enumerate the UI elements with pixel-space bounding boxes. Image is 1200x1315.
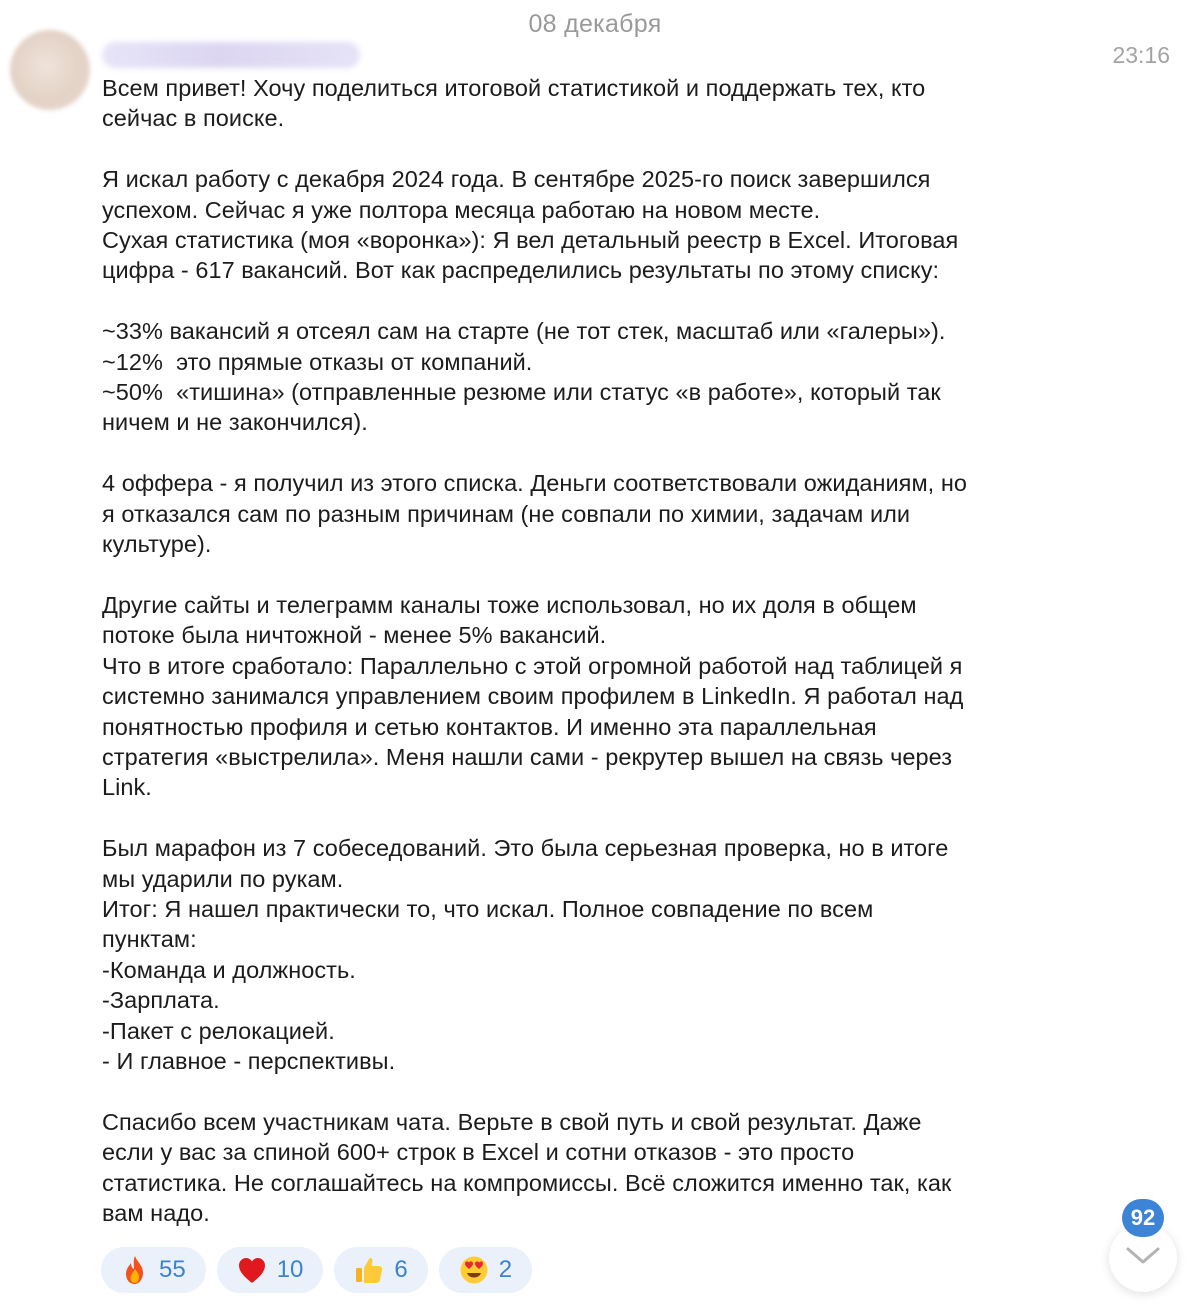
message-text: Всем привет! Хочу поделиться итоговой статистикой и поддержать тех, кто сейчас в поиске. Я искал работу с декабря 2024 года. В сентябре 2025-го поиск завершился успехом. Сейчас я уже полтора месяца работаю на новом месте. Сухая статистика (моя «воронка»): Я вел детальный реестр в Excel. Итоговая цифра - 617 вакансий. Вот как распределились результаты по этому списку: ~33% вакансий я отсеял сам на старте (не тот стек, масштаб или «галеры»). ~12% это прямые отказы от компаний. ~50% «тишина» (отправленные резюме или статус «в работе», который так ничем и не закончился). 4 оффера - я получил из этого списка. Деньги соответствовали ожиданиям, но я отказался сам по разным причинам (не совпали по химии, задачам или культуре). Другие сайты и телеграмм каналы тоже использовал, но их доля в общем потоке была ничтожной - менее 5% вакансий. Что в итоге сработало: Параллельно с этой огромной работой над таблицей я системно занимался управлением своим профилем в LinkedIn. Я работал над понятностью профиля и сетью контактов. И именно эта параллельная стратегия «выстрелила». Меня нашли сами - рекрутер вышел на связь через Link. Был марафон из 7 собеседований. Это была серьезная проверка, но в итоге мы ударили по рукам. Итог: Я нашел практически то, что искал. Полное совпадение по всем пунктам: -Команда и должность. -Зарплата. -Пакет с релокацией. - И главное - перспективы. Спасибо всем участникам чата. Верьте в свой путь и свой результат. Даже если у вас за спиной 600+ строк в Excel и сотни отказов - это просто статистика. Не соглашайтесь на компромиссы. Всё сложится именно так, как вам надо.: [102, 75, 967, 1227]
unread-badge: 92: [1122, 1199, 1164, 1237]
reaction-count: 2: [498, 1256, 513, 1283]
message-time: 23:16: [1112, 42, 1170, 68]
reactions-bar: [101, 1247, 532, 1293]
heart-icon: [237, 1256, 267, 1284]
reaction-thumbs-up[interactable]: [334, 1247, 427, 1293]
thumbs-up-icon: [354, 1255, 384, 1285]
reaction-count: 55: [159, 1256, 186, 1283]
chevron-down-icon: [1125, 1246, 1161, 1271]
fire-icon: [121, 1255, 149, 1285]
reaction-count: 6: [394, 1256, 408, 1283]
reaction-count: 10: [276, 1256, 304, 1283]
date-header: 08 декабря: [528, 10, 662, 38]
sender-name[interactable]: [102, 42, 360, 68]
heart-eyes-icon: [459, 1255, 489, 1285]
reaction-fire[interactable]: [101, 1247, 206, 1293]
reaction-heart-eyes[interactable]: [439, 1247, 532, 1293]
reaction-heart[interactable]: [217, 1247, 324, 1293]
avatar[interactable]: [10, 30, 90, 110]
